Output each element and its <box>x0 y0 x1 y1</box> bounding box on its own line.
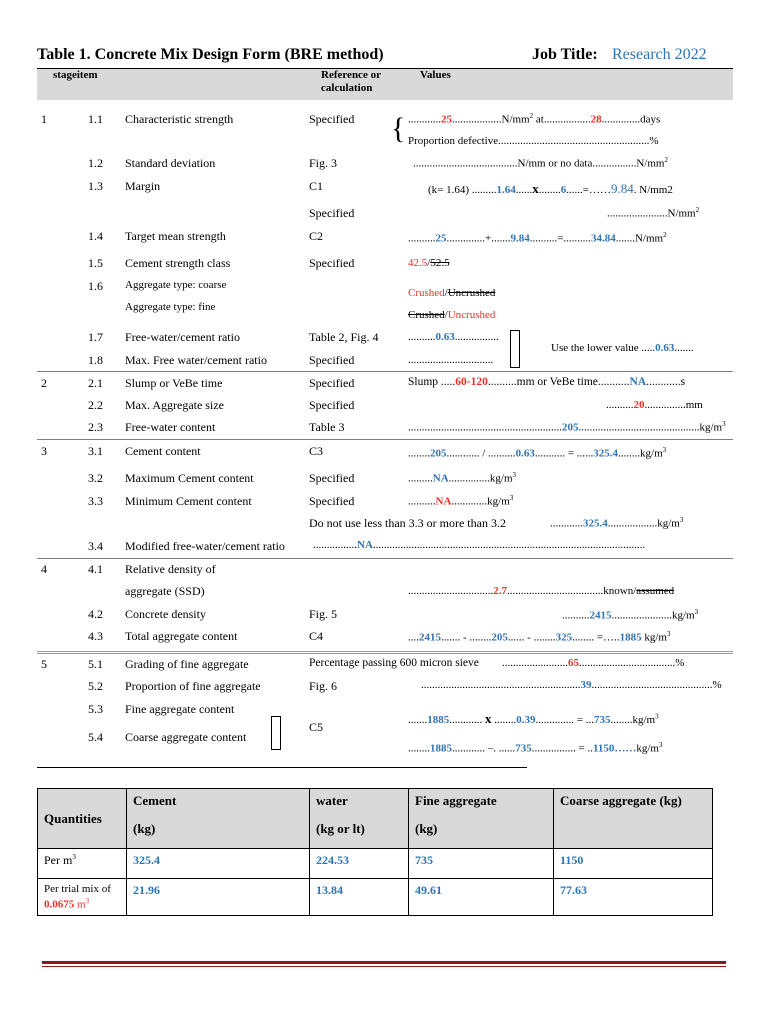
ref-5-3: C5 <box>309 720 324 734</box>
coarse-per-trial: 77.63 <box>554 879 713 916</box>
value-1-7: ..........0.63................ <box>408 331 499 343</box>
desc-2-1: Slump or VeBe time <box>125 376 223 390</box>
value-1-1-line2: Proportion defective.......................................................% <box>408 135 659 147</box>
ref-5-1: Percentage passing 600 micron sieve <box>309 657 479 669</box>
fine-per-m3: 735 <box>409 849 554 879</box>
desc-5-4: Coarse aggregate content <box>125 730 247 744</box>
coarse-per-m3: 1150 <box>554 849 713 879</box>
fine-per-trial: 49.61 <box>409 879 554 916</box>
desc-3-3: Minimum Cement content <box>125 494 252 508</box>
item-1-6: 1.6 <box>88 279 103 293</box>
value-2-2: ..........20...............mm <box>606 399 703 411</box>
value-3-2: $.........NA...............kg/m^3$ <box>408 471 517 485</box>
row-label-per-m3: Per $m^3$ <box>38 849 127 879</box>
item-4-1: 4.1 <box>88 562 103 576</box>
desc-4-1b: aggregate (SSD) <box>125 584 205 598</box>
stage-3: 3 <box>41 444 47 458</box>
item-5-2: 5.2 <box>88 679 103 693</box>
desc-4-1: Relative density of <box>125 562 216 576</box>
value-5-2: ..........................................................39............................................% <box>421 679 722 691</box>
ref-4-3: C4 <box>309 629 324 643</box>
value-1-2: ......................................N/mm or no $data................N/mm^2$ <box>413 156 668 170</box>
item-3-3: 3.3 <box>88 494 103 508</box>
col-water: water (kg or lt) <box>310 789 409 849</box>
divider <box>37 439 733 441</box>
value-2-3: $........................................................205............................................kg/m^3$ <box>408 420 726 434</box>
table-row <box>38 879 713 916</box>
value-3-3: $..........NA.............kg/m^3$ <box>408 494 514 508</box>
stage-5: 5 <box>41 657 47 671</box>
desc-1-8: Max. Free water/cement ratio <box>125 353 267 367</box>
desc-4-3: Total aggregate content <box>125 629 238 643</box>
item-5-1: 5.1 <box>88 657 103 671</box>
value-1-3-line2: $......................N/mm^2$ <box>607 206 700 220</box>
ref-2-2: Specified <box>309 398 355 412</box>
item-5-3: 5.3 <box>88 702 103 716</box>
value-5-3: .......1885............ x ........0.39.............. = $...735........kg/m^3$ <box>408 711 659 726</box>
item-2-2: 2.2 <box>88 398 103 412</box>
ref-1-2: Fig. 3 <box>309 156 338 170</box>
ref-1-4: C2 <box>309 229 324 243</box>
desc-1-1: Characteristic strength <box>125 112 234 126</box>
cement-per-trial: 21.96 <box>127 879 310 916</box>
ref-1-5: Specified <box>309 256 355 270</box>
ref-1-3: C1 <box>309 179 324 193</box>
item-2-3: 2.3 <box>88 420 103 434</box>
value-1-5: 42.5/52.5 <box>408 257 450 269</box>
item-1-3: 1.3 <box>88 179 103 193</box>
divider <box>37 767 527 768</box>
value-4-1: ...............................2.7...................................known/assumed <box>408 585 675 597</box>
item-1-1: 1.1 <box>88 112 103 126</box>
form-title: Table 1. Concrete Mix Design Form (BRE method) <box>37 46 384 63</box>
desc-1-7: Free-water/cement ratio <box>125 330 240 344</box>
item-1-2: 1.2 <box>88 156 103 170</box>
value-1-6-fine: Crushed/Uncrushed <box>408 309 496 321</box>
value-2-1: Slump .....60-120..........mm or VeBe time...........NA............s <box>408 376 686 388</box>
col-stage-header: stageitem <box>53 69 98 81</box>
desc-3-1: Cement content <box>125 444 201 458</box>
item-3-1: 3.1 <box>88 444 103 458</box>
col-ref-header: Reference or calculation <box>321 69 381 94</box>
ref-1-8: Specified <box>309 353 355 367</box>
desc-1-3: Margin <box>125 179 161 193</box>
row-label-per-trial: Per trial mix of 0.0675 $m^3$ <box>38 879 127 916</box>
stage-4: 4 <box>41 562 47 576</box>
divider <box>37 371 733 373</box>
table-row <box>38 849 713 879</box>
desc-2-3: Free-water content <box>125 420 216 434</box>
value-1-4: $..........25..............+.......9.84..........=..........34.84.......N/mm^2$ <box>408 231 667 245</box>
desc-1-4: Target mean strength <box>125 229 226 243</box>
ref-1-1: Specified <box>309 112 355 126</box>
ref-1-7: Table 2, Fig. 4 <box>309 330 379 344</box>
divider <box>37 651 733 654</box>
desc-1-6-coarse: Aggregate type: coarse <box>125 279 227 291</box>
bracket-icon <box>510 330 520 368</box>
value-5-1: ........................65...................................% <box>502 657 685 669</box>
col-values-header: Values <box>420 69 451 81</box>
cement-limit-note: Do not use less than 3.3 or more than 3.2 <box>309 516 506 530</box>
value-5-4: ........1885............ –. ......735................ = $..1150\dots\dots kg/m^3$ <box>408 741 663 755</box>
curly-brace-icon: { <box>391 112 406 145</box>
item-3-2: 3.2 <box>88 471 103 485</box>
water-per-trial: 13.84 <box>310 879 409 916</box>
ref-3-2: Specified <box>309 471 355 485</box>
stage-2: 2 <box>41 376 47 390</box>
desc-5-3: Fine aggregate content <box>125 702 235 716</box>
desc-2-2: Max. Aggregate size <box>125 398 224 412</box>
ref-3-3: Specified <box>309 494 355 508</box>
desc-5-2: Proportion of fine aggregate <box>125 679 261 693</box>
water-per-m3: 224.53 <box>310 849 409 879</box>
item-5-4: 5.4 <box>88 730 103 744</box>
lower-value-note: Use the lower value .....0.63....... <box>551 342 694 354</box>
item-4-3: 4.3 <box>88 629 103 643</box>
job-title-value: Research 2022 <box>612 46 707 63</box>
value-4-2: $..........2415......................kg/m^3$ <box>562 608 699 622</box>
value-3-4: ................NA................................................................................................... <box>313 539 646 551</box>
job-title-label: Job Title: <box>532 46 598 63</box>
col-coarse-aggregate: Coarse aggregate (kg) <box>554 789 713 849</box>
desc-3-2: Maximum Cement content <box>125 471 254 485</box>
col-fine-aggregate: Fine aggregate (kg) <box>409 789 554 849</box>
col-cement: Cement (kg) <box>127 789 310 849</box>
value-3-note: $............325.4..................kg/m^3$ <box>550 516 684 530</box>
desc-3-4: Modified free-water/cement ratio <box>125 539 285 553</box>
ref-2-3: Table 3 <box>309 420 345 434</box>
value-1-6-coarse: Crushed/Uncrushed <box>408 287 496 299</box>
quantities-table <box>37 788 713 916</box>
ref-2-1: Specified <box>309 376 355 390</box>
item-2-1: 2.1 <box>88 376 103 390</box>
divider <box>37 558 733 560</box>
bracket-icon <box>271 716 281 750</box>
cement-per-m3: 325.4 <box>127 849 310 879</box>
value-1-3: (k= 1.64) .........1.64......x........6......=……9.84. N/mm2 <box>428 181 673 196</box>
desc-1-6-fine: Aggregate type: fine <box>125 301 216 313</box>
ref-4-2: Fig. 5 <box>309 607 338 621</box>
item-4-2: 4.2 <box>88 607 103 621</box>
value-3-1: ........205............ / ..........0.63........... = $......325.4........kg/m^3$ <box>408 446 667 460</box>
desc-1-5: Cement strength class <box>125 256 231 270</box>
footer-rule <box>42 966 726 967</box>
value-1-8: ............................... <box>408 354 494 366</box>
item-1-8: 1.8 <box>88 353 103 367</box>
item-1-5: 1.5 <box>88 256 103 270</box>
quantities-header: Quantities <box>38 789 127 849</box>
item-3-4: 3.4 <box>88 539 103 553</box>
stage-1: 1 <box>41 112 47 126</box>
desc-1-2: Standard deviation <box>125 156 216 170</box>
item-1-4: 1.4 <box>88 229 103 243</box>
ref-1-3-specified: Specified <box>309 206 355 220</box>
value-4-3: ....2415....... - ........205...... - ........325........ =…..1885 $kg/m^3$ <box>408 630 671 644</box>
desc-4-2: Concrete density <box>125 607 206 621</box>
ref-5-2: Fig. 6 <box>309 679 338 693</box>
item-1-7: 1.7 <box>88 330 103 344</box>
value-1-1-line1: $............25..................N/mm^2$ at.................28..............days <box>408 112 661 126</box>
ref-3-1: C3 <box>309 444 324 458</box>
desc-5-1: Grading of fine aggregate <box>125 657 249 671</box>
footer-rule <box>42 961 726 964</box>
